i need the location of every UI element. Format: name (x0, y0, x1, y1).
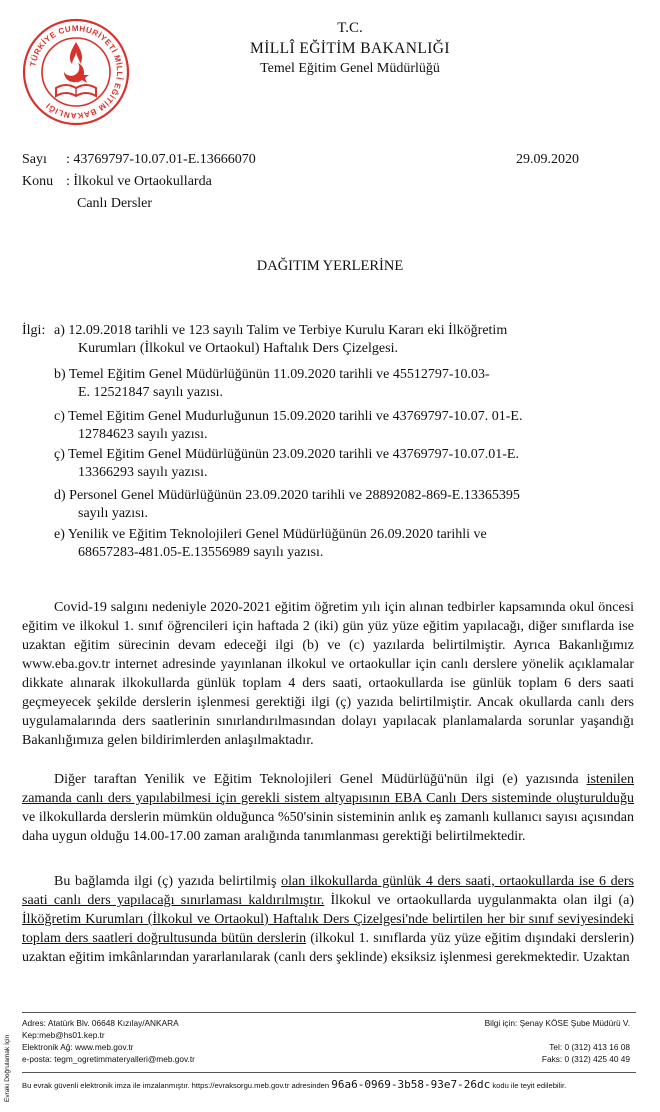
underlined-text: İlköğretim Kurumları (İlkokul ve Ortaokul) Haftalık Ders Çizelgesi'nde belirtilen her bir sınıf seviyesindeki toplam ders saatleri doğrultusunda bütün derslerin (22, 912, 634, 946)
footer-kep: Kep:meb@hs01.kep.tr (22, 1030, 105, 1040)
ilgi-item (54, 526, 634, 562)
signature-note: Bu evrak güvenli elektronik imza ile imzalanmıştır. https://evraksorgu.meb.gov.tr adresinden (22, 1081, 330, 1090)
konu-value: : İlkokul ve Ortaokullarda (66, 174, 212, 189)
document-verification-code: 96a6-0969-3b58-93e7-26dc (331, 1078, 491, 1091)
footer-info-contact: Bilgi için: Şenay KÖSE Şube Müdürü V. (484, 1018, 630, 1028)
ilgi-line: E. 12521847 sayılı yazısı. (78, 385, 224, 400)
footer-web: Elektronik Ağ: www.meb.gov.tr (22, 1042, 134, 1052)
footer-divider (22, 1012, 636, 1013)
ilgi-item (54, 408, 634, 444)
ilgi-line: 13366293 sayılı yazısı. (78, 465, 208, 480)
body-paragraph-3 (22, 872, 634, 967)
verification-vertical-text: Evrakı Doğrulamak İçin (4, 1034, 11, 1102)
ilgi-item (54, 446, 634, 482)
paragraph-text: İlkokul ve ortaokullarda uygulanmakta olan ilgi (a) (324, 893, 634, 908)
ilgi-line: 12.09.2018 tarihli ve 123 sayılı Talim ve Terbiye Kurulu Kararı eki İlköğretim (68, 323, 508, 338)
footer-fax: Faks: 0 (312) 425 40 49 (541, 1054, 630, 1064)
ilgi-line: sayılı yazısı. (78, 506, 148, 521)
document-date: 29.09.2020 (516, 152, 579, 167)
body-paragraph-1: Covid-19 salgını nedeniyle 2020-2021 eğitim öğretim yılı için alınan tedbirler kapsamında okul öncesi eğitim ve ilkokul 1. sınıf öğrencileri için haftada 2 (iki) gün yüz yüze eğitim yapılacağı, diğer sınıflarda ise uzaktan eğitim sürecinin devam edeceği ilgi (b) ve (c) yazılarda belirtilmiştir. Ayrıca Bakanlığımız www.eba.gov.tr internet adresinde yayınlanan ilkokul ve ortaokullar için canlı derslere yönelik açıklamalar dikkate alınarak ilkokullarda günlük toplam 4 ders saati, ortaokullarda ise günlük toplam 6 ders saati geçmeyecek şekilde derslerin işlenmesi gerektiği ilgi (ç) yazıda belirtilmiştir. Ancak okullarda canlı ders uygulamalarında ders saatlerinin sınırlandırılmasından dolayı yapılacak planlamalarda sorunlar yaşandığı Bakanlığımıza gelen bildirimlerden anlaşılmaktadır. (22, 600, 634, 748)
ilgi-letter: ç) (54, 447, 65, 462)
ilgi-label: İlgi: (22, 323, 46, 338)
ilgi-line: Yenilik ve Eğitim Teknolojileri Genel Müdürlüğünün 26.09.2020 tarihli ve (67, 527, 487, 542)
ilgi-letter: b) (54, 367, 66, 382)
ilgi-item (54, 322, 634, 358)
distribution-title: DAĞITIM YERLERİNE (256, 258, 404, 274)
konu-value-line2: Canlı Dersler (77, 196, 153, 211)
sayi-label: Sayı (22, 152, 47, 167)
ilgi-letter: c) (54, 409, 65, 424)
ilgi-letter: a) (54, 323, 65, 338)
ilgi-letter: d) (54, 488, 66, 503)
footer-phone: Tel: 0 (312) 413 16 08 (549, 1042, 630, 1052)
paragraph-text: Bu bağlamda ilgi (ç) yazıda belirtilmiş (54, 874, 282, 889)
footer-divider-bottom (22, 1072, 636, 1073)
underlined-text: istenilen zamanda canlı ders yapılabilmesi için gerekli sistem altyapısının EBA Canlı Ders sisteminde oluşturulduğu (22, 772, 634, 806)
paragraph-text: Diğer taraftan Yenilik ve Eğitim Teknolojileri Genel Müdürlüğü'nün ilgi (e) yazısında (54, 772, 587, 787)
ilgi-line: Temel Eğitim Genel Müdürlüğünün 23.09.2020 tarihli ve 43769797-10.07.01-E. (68, 447, 519, 462)
footer-email: e-posta: tegm_ogretimmateryalleri@meb.gov.tr (22, 1054, 195, 1064)
konu-label: Konu (22, 174, 54, 189)
ilgi-line: 68657283-481.05-E.13556989 sayılı yazısı. (78, 545, 324, 560)
paragraph-text: (ilkokul 1. sınıflarda yüz yüze eğitim dışındaki derslerin) uzaktan eğitim imkânlarından yararlanılarak (canlı ders şeklinde) eksiksiz işlenmesi gerekmektedir. Uzaktan (22, 931, 634, 965)
sayi-value: : 43769797-10.07.01-E.13666070 (66, 152, 256, 167)
ilgi-line: Personel Genel Müdürlüğünün 23.09.2020 tarihli ve 28892082-869-E.13365395 (69, 488, 520, 503)
ministry-seal-logo (20, 16, 132, 128)
ilgi-line: Temel Eğitim Genel Mudurluğunun 15.09.2020 tarihli ve 43769797-10.07. 01-E. (68, 409, 523, 424)
ilgi-item (54, 366, 634, 402)
ilgi-item (54, 487, 634, 523)
footer-address: Adres: Atatürk Blv. 06648 Kızılay/ANKARA (22, 1018, 179, 1028)
ilgi-line: Kurumları (İlkokul ve Ortaokul) Haftalık Ders Çizelgesi. (78, 341, 398, 356)
ilgi-letter: e) (54, 527, 65, 542)
paragraph-text: ve ilkokullarda derslerin mümkün olduğunca %50'sinin sisteminin anlık eş zamanlı kullanıcı sayısı açısından daha uygun olduğu 14.00-17.00 zaman aralığında tanımlanması gerektiği belirtilmektedir. (22, 810, 634, 844)
svg-text:TÜRKİYE CUMHURİYETİ MİLLÎ EĞİT: TÜRKİYE CUMHURİYETİ MİLLÎ EĞİTİM BAKANLIĞI (28, 23, 125, 121)
signature-note-suffix: kodu ile teyit edilebilir. (492, 1081, 567, 1090)
header-tc: T.C. (337, 20, 363, 36)
body-paragraph-2 (22, 770, 634, 846)
header-ministry: MİLLÎ EĞİTİM BAKANLIĞI (250, 40, 450, 57)
underlined-text: olan ilkokullarda günlük 4 ders saati, ortaokullarda ise 6 ders saati canlı ders yapılacağı sınırlaması kaldırılmıştır. (22, 874, 634, 908)
ilgi-line: 12784623 sayılı yazısı. (78, 427, 208, 442)
signature-verification-line (22, 1078, 636, 1091)
ilgi-line: Temel Eğitim Genel Müdürlüğünün 11.09.2020 tarihli ve 45512797-10.03- (68, 367, 490, 382)
header-directorate: Temel Eğitim Genel Müdürlüğü (260, 61, 440, 76)
